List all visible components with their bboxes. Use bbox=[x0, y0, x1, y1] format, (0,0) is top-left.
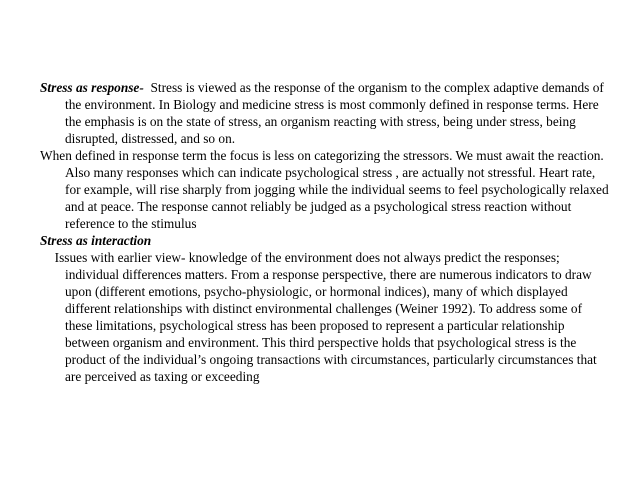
paragraph-2-text: When defined in response term the focus is less on categorizing the stressors. We must await the reaction. Also many responses which can indicate psychological stress , are actually not stressful. Heart rate, for example, will rise sharply from jogging while the individual seems to feel psychologically relaxed and at peace. The response cannot reliably be judged as a psychological stress reaction without reference to the stimulus bbox=[40, 148, 609, 231]
paragraph-stress-as-interaction bbox=[40, 249, 610, 385]
paragraph-response-focus bbox=[40, 147, 610, 232]
paragraph-1-text: Stress is viewed as the response of the organism to the complex adaptive demands of the environment. In Biology and medicine stress is most commonly defined in response terms. Here the emphasis is on the state of stress, an organism reacting with stress, being under stress, being disrupted, distressed, and so on. bbox=[65, 80, 604, 146]
slide-body bbox=[40, 79, 610, 385]
paragraph-stress-as-response bbox=[40, 79, 610, 147]
paragraph-3-text: Issues with earlier view- knowledge of the environment does not always predict the responses; individual differences matters. From a response perspective, there are numerous indicators to draw upon (different emotions, psycho-physiologic, or hormonal indices), many of which displayed different relationships with distinct environmental challenges (Weiner 1992). To address some of these limitations, psychological stress has been proposed to represent a particular relationship between organism and environment. This third perspective holds that psychological stress is the product of the individual’s ongoing transactions with circumstances, particularly circumstances that are perceived as taxing or exceeding bbox=[54, 250, 597, 384]
heading-stress-as-interaction: Stress as interaction bbox=[40, 233, 152, 248]
lead-stress-as-response: Stress as response- bbox=[40, 80, 144, 95]
